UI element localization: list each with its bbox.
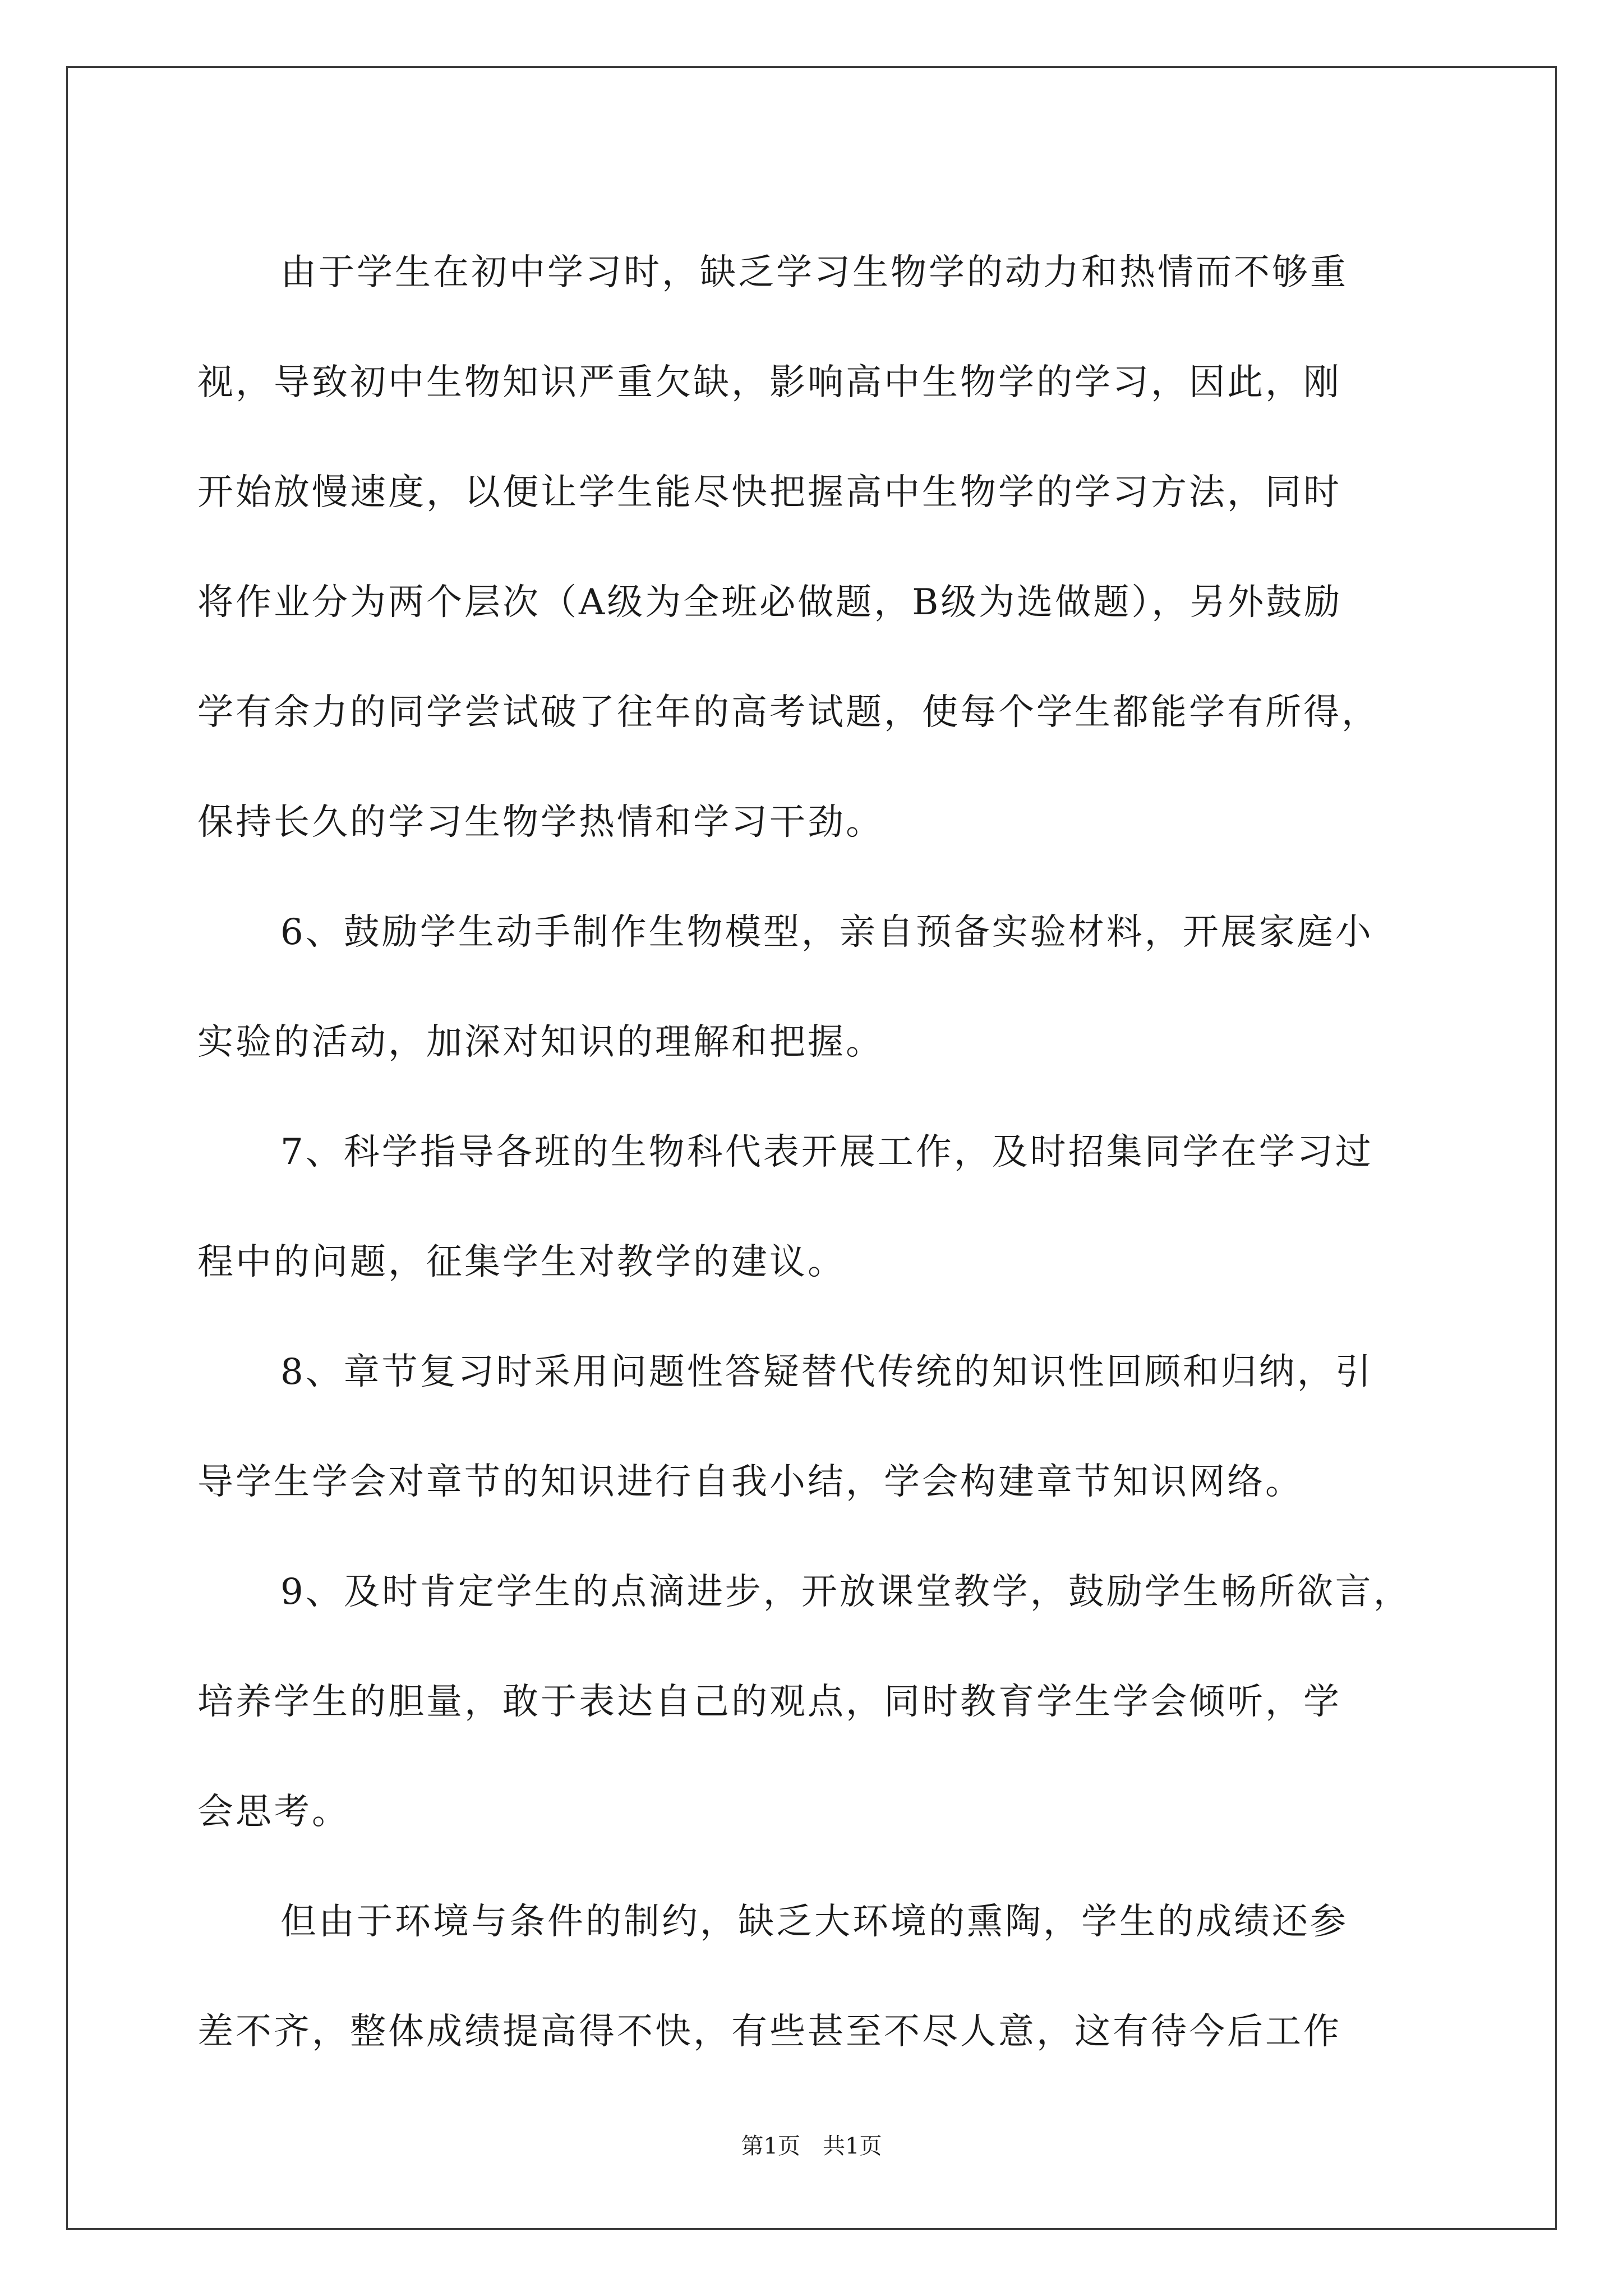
- text-line: 9、及时肯定学生的点滴进步，开放课堂教学，鼓励学生畅所欲言，: [280, 1571, 1412, 1613]
- text-line: 会思考。: [197, 1791, 350, 1833]
- text-line: 7、科学指导各班的生物科代表开展工作，及时招集同学在学习过: [280, 1131, 1373, 1173]
- text-line: 8、章节复习时采用问题性答疑替代传统的知识性回顾和归纳，引: [280, 1351, 1373, 1393]
- text-line: 开始放慢速度，以便让学生能尽快把握高中生物学的学习方法，同时: [197, 472, 1341, 513]
- paragraph-5: [197, 1537, 1431, 1867]
- paragraph-4: [197, 1317, 1431, 1537]
- text-line: 程中的问题，征集学生对教学的建议。: [197, 1241, 846, 1283]
- text-line: 保持长久的学习生物学热情和学习干劲。: [197, 802, 884, 843]
- paragraph-1: [197, 218, 1431, 877]
- text-line: 实验的活动，加深对知识的理解和把握。: [197, 1022, 884, 1063]
- text-line: 学有余力的同学尝试破了往年的高考试题，使每个学生都能学有所得，: [197, 692, 1380, 733]
- document-body: [197, 218, 1431, 2087]
- text-line: 6、鼓励学生动手制作生物模型，亲自预备实验材料，开展家庭小: [280, 912, 1373, 953]
- page-number-footer: 第1页 共1页: [741, 2133, 882, 2159]
- paragraph-6: [197, 1867, 1431, 2087]
- text-line: 差不齐，整体成绩提高得不快，有些甚至不尽人意，这有待今后工作: [197, 2011, 1341, 2053]
- text-line: 导学生学会对章节的知识进行自我小结，学会构建章节知识网络。: [197, 1461, 1303, 1503]
- paragraph-3: [197, 1097, 1431, 1317]
- text-line: 由于学生在初中学习时，缺乏学习生物学的动力和热情而不够重: [280, 252, 1348, 293]
- text-line: 培养学生的胆量，敢于表达自己的观点，同时教育学生学会倾听，学: [197, 1681, 1341, 1723]
- text-line: 视，导致初中生物知识严重欠缺，影响高中生物学的学习，因此，刚: [197, 362, 1341, 403]
- text-line: 但由于环境与条件的制约，缺乏大环境的熏陶，学生的成绩还参: [280, 1901, 1348, 1943]
- paragraph-2: [197, 877, 1431, 1097]
- text-line: 将作业分为两个层次（A级为全班必做题，B级为选做题），另外鼓励: [197, 582, 1343, 623]
